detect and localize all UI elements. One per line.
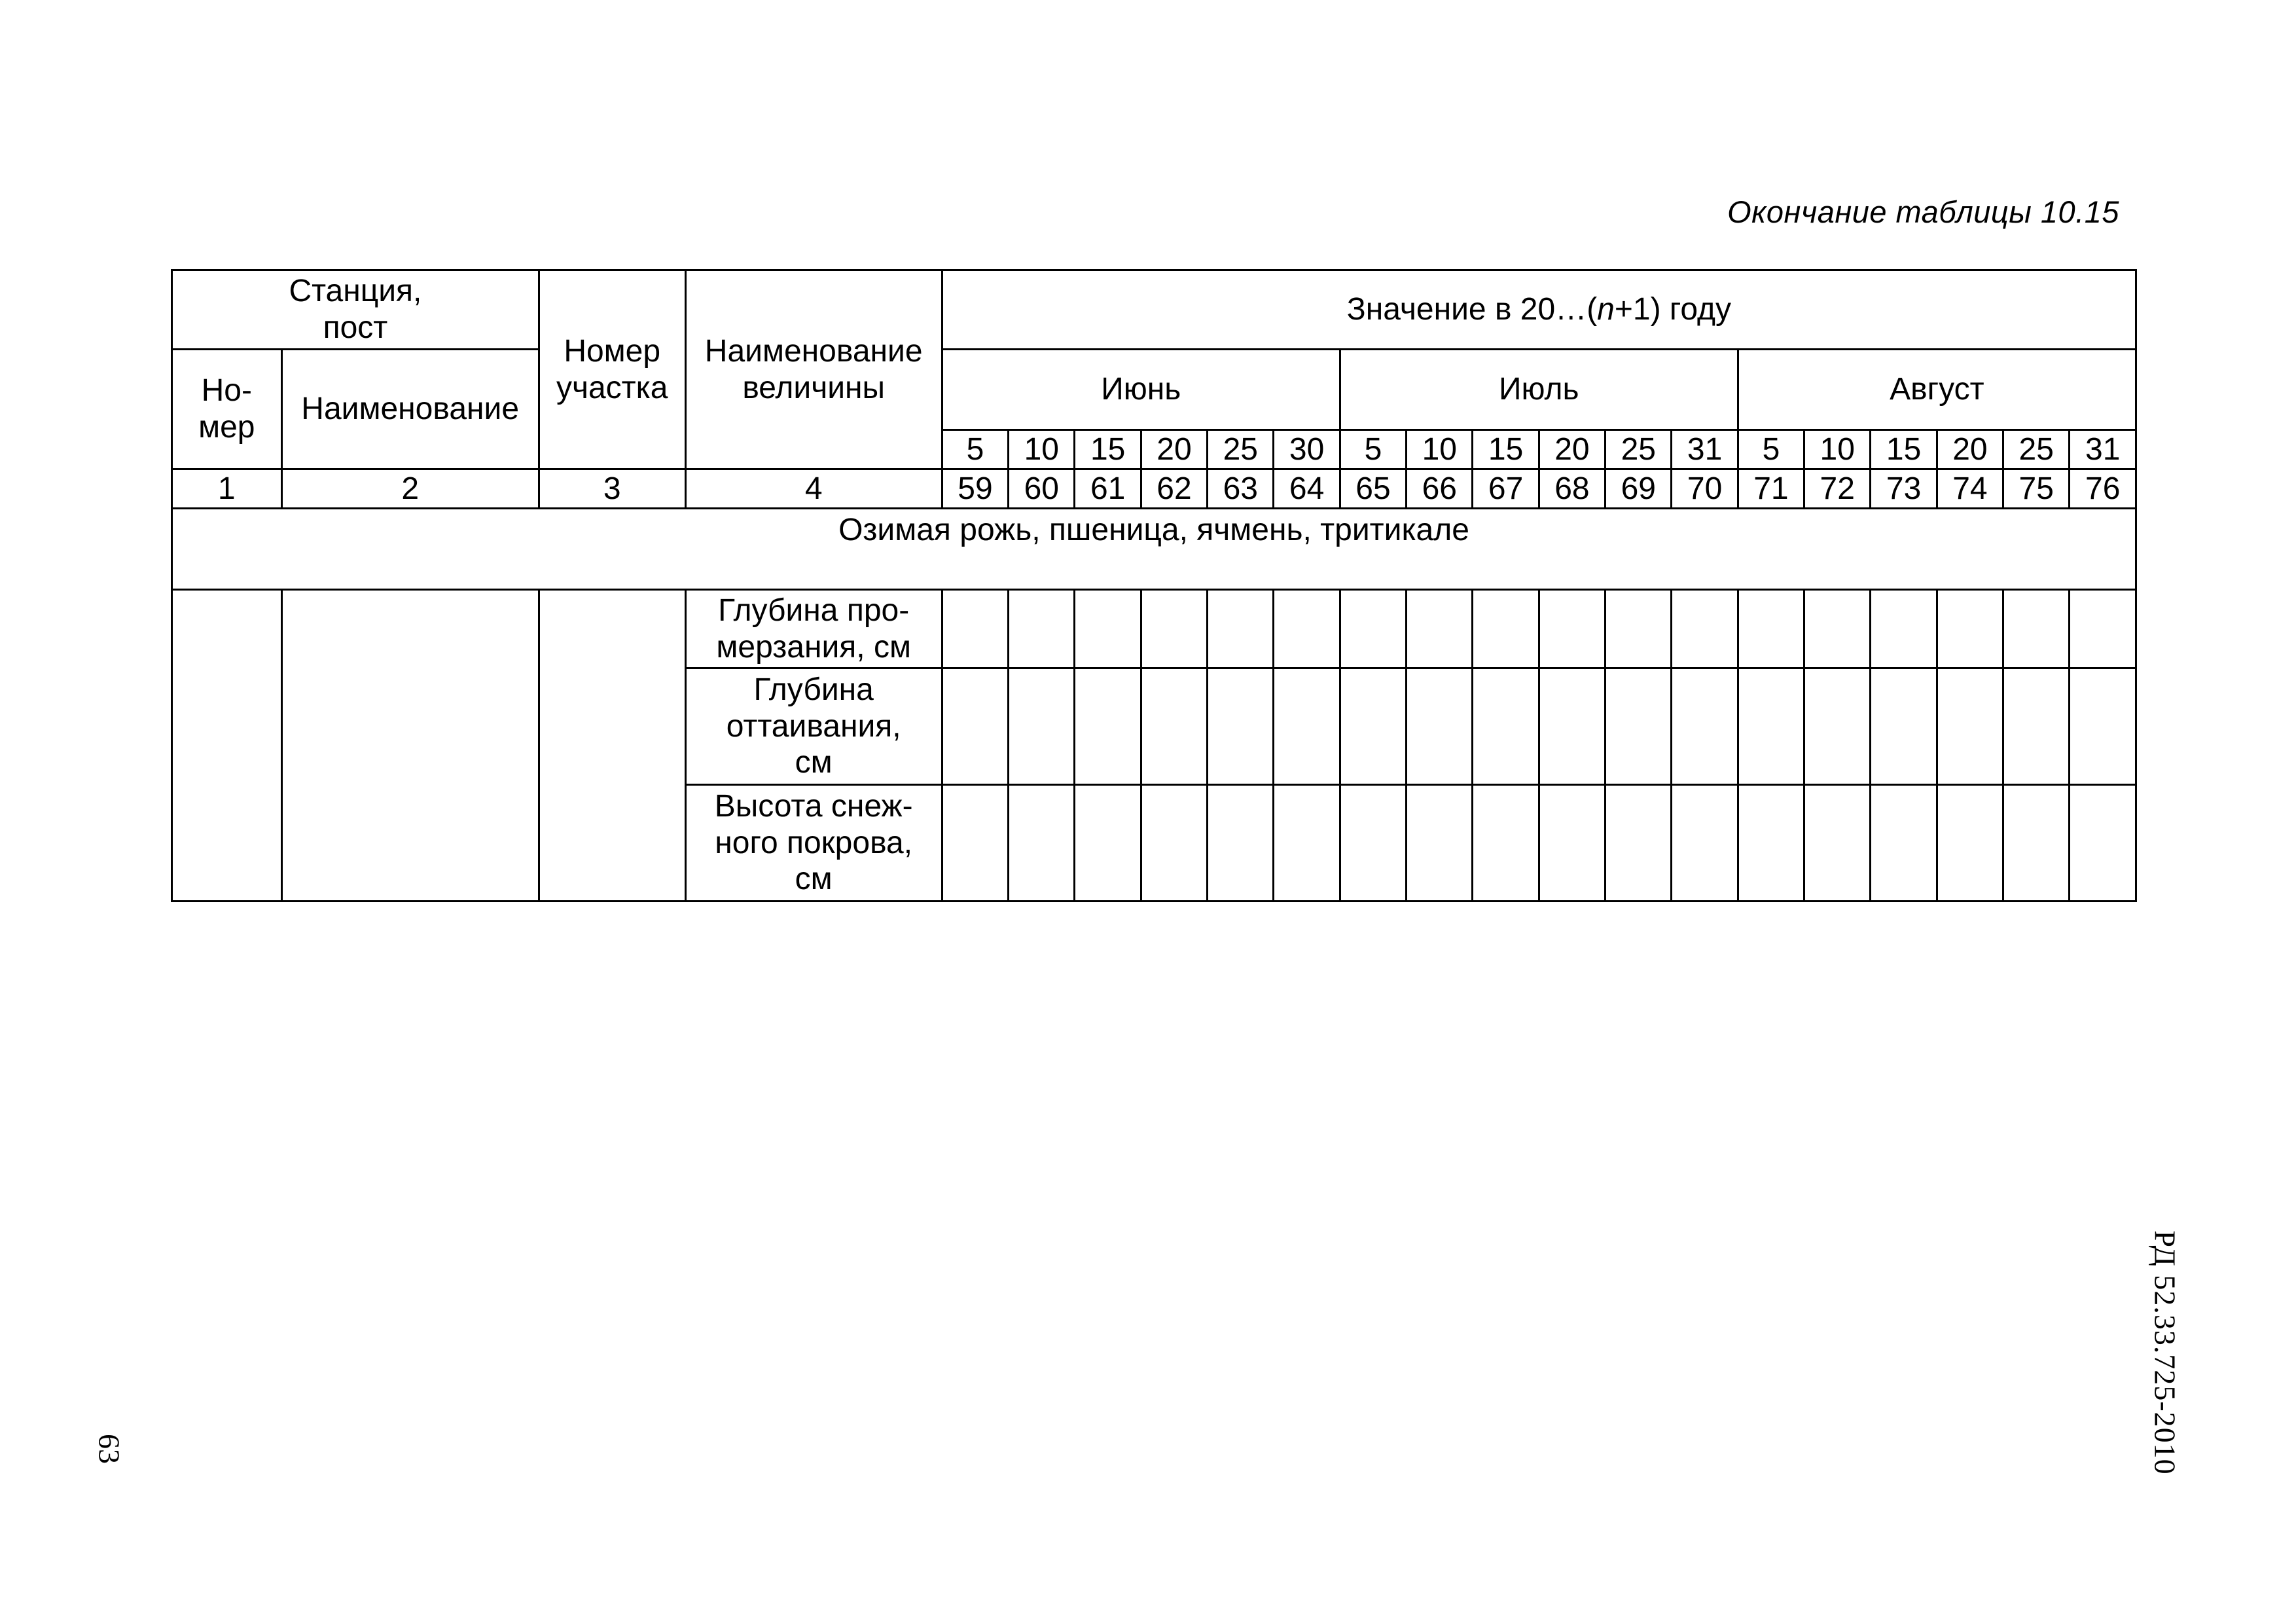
- value-cell: [1539, 785, 1605, 902]
- value-cell: [1738, 668, 1804, 785]
- column-number: 70: [1672, 469, 1738, 509]
- value-cell: [1539, 668, 1605, 785]
- column-number: 75: [2003, 469, 2070, 509]
- value-cell: [1407, 785, 1473, 902]
- value-cell: [942, 668, 1008, 785]
- column-number: 61: [1075, 469, 1141, 509]
- header-day: 10: [1407, 430, 1473, 469]
- header-day: 15: [1871, 430, 1937, 469]
- value-cell: [1738, 590, 1804, 668]
- value-cell: [1539, 590, 1605, 668]
- column-number: 65: [1340, 469, 1406, 509]
- header-value-title-suffix: +1) году: [1614, 292, 1732, 327]
- value-cell: [1141, 590, 1207, 668]
- value-cell: [1208, 668, 1274, 785]
- header-day: 15: [1075, 430, 1141, 469]
- document-code: РД 52.33.725-2010: [2148, 1230, 2182, 1475]
- column-number: 72: [1804, 469, 1871, 509]
- header-plot-number: Номер участка: [539, 270, 685, 469]
- header-value-title: [942, 270, 2136, 350]
- value-cell: [2003, 590, 2070, 668]
- value-cell: [1340, 785, 1406, 902]
- row-quantity-label: Глубина про- мерзания, см: [685, 590, 942, 668]
- value-cell: [1274, 668, 1340, 785]
- header-station-group: Станция, пост: [172, 270, 539, 350]
- table-caption: Окончание таблицы 10.15: [1727, 194, 2119, 229]
- header-day: 25: [1605, 430, 1672, 469]
- value-cell: [1871, 590, 1937, 668]
- header-month-june: Июнь: [942, 350, 1340, 430]
- header-day: 5: [1340, 430, 1406, 469]
- column-number: 69: [1605, 469, 1672, 509]
- value-cell: [1274, 590, 1340, 668]
- row-quantity-label: Высота снеж- ного покрова, см: [685, 785, 942, 902]
- header-station-name: Наименование: [281, 350, 539, 469]
- header-month-august: Август: [1738, 350, 2136, 430]
- value-cell: [1605, 785, 1672, 902]
- column-number: 66: [1407, 469, 1473, 509]
- value-cell: [1871, 785, 1937, 902]
- header-station-number: Но- мер: [172, 350, 282, 469]
- header-day: 15: [1473, 430, 1539, 469]
- column-number: 60: [1009, 469, 1075, 509]
- value-cell: [1804, 785, 1871, 902]
- value-cell: [1738, 785, 1804, 902]
- column-number: 68: [1539, 469, 1605, 509]
- value-cell: [2070, 590, 2136, 668]
- value-cell: [1340, 668, 1406, 785]
- column-number: 1: [172, 469, 282, 509]
- header-day: 10: [1804, 430, 1871, 469]
- header-day: 31: [2070, 430, 2136, 469]
- column-number: 4: [685, 469, 942, 509]
- value-cell: [1141, 785, 1207, 902]
- value-cell: [1804, 590, 1871, 668]
- column-number: 64: [1274, 469, 1340, 509]
- value-cell: [1672, 590, 1738, 668]
- value-cell: [1937, 590, 2003, 668]
- header-day: 25: [2003, 430, 2070, 469]
- value-cell: [1407, 668, 1473, 785]
- header-day: 10: [1009, 430, 1075, 469]
- value-cell: [1208, 785, 1274, 902]
- value-cell: [1871, 668, 1937, 785]
- header-quantity-name: Наименование величины: [685, 270, 942, 469]
- value-cell: [1075, 668, 1141, 785]
- column-numbers-row: [172, 469, 2136, 509]
- column-number: 2: [281, 469, 539, 509]
- column-number: 67: [1473, 469, 1539, 509]
- column-number: 62: [1141, 469, 1207, 509]
- cell-station-name: [281, 590, 539, 902]
- section-title: Озимая рожь, пшеница, ячмень, тритикале: [172, 509, 2136, 590]
- header-day: 25: [1208, 430, 1274, 469]
- cell-plot-number: [539, 590, 685, 902]
- table-row: [172, 590, 2136, 668]
- header-day: 5: [1738, 430, 1804, 469]
- header-day: 5: [942, 430, 1008, 469]
- header-day: 30: [1274, 430, 1340, 469]
- value-cell: [1407, 590, 1473, 668]
- value-cell: [942, 590, 1008, 668]
- row-quantity-label: Глубина оттаивания, см: [685, 668, 942, 785]
- value-cell: [1340, 590, 1406, 668]
- cell-station-number: [172, 590, 282, 902]
- value-cell: [1473, 785, 1539, 902]
- value-cell: [1274, 785, 1340, 902]
- column-number: 3: [539, 469, 685, 509]
- value-cell: [1605, 590, 1672, 668]
- value-cell: [2070, 785, 2136, 902]
- value-cell: [1009, 590, 1075, 668]
- header-day: 20: [1539, 430, 1605, 469]
- page-number: 63: [92, 1434, 126, 1464]
- value-cell: [1473, 590, 1539, 668]
- column-number: 76: [2070, 469, 2136, 509]
- value-cell: [1937, 668, 2003, 785]
- value-cell: [1208, 590, 1274, 668]
- header-value-title-prefix: Значение в 20…(: [1346, 292, 1598, 327]
- column-number: 71: [1738, 469, 1804, 509]
- value-cell: [2003, 668, 2070, 785]
- header-month-july: Июль: [1340, 350, 1738, 430]
- header-day: 20: [1141, 430, 1207, 469]
- value-cell: [1075, 785, 1141, 902]
- value-cell: [1937, 785, 2003, 902]
- column-number: 59: [942, 469, 1008, 509]
- value-cell: [1009, 785, 1075, 902]
- value-cell: [2070, 668, 2136, 785]
- header-day: 20: [1937, 430, 2003, 469]
- column-number: 73: [1871, 469, 1937, 509]
- header-value-title-italic: n: [1597, 292, 1615, 327]
- value-cell: [1605, 668, 1672, 785]
- column-number: 63: [1208, 469, 1274, 509]
- header-day: 31: [1672, 430, 1738, 469]
- value-cell: [1075, 590, 1141, 668]
- data-table: [171, 269, 2137, 902]
- value-cell: [1672, 668, 1738, 785]
- value-cell: [1009, 668, 1075, 785]
- value-cell: [1672, 785, 1738, 902]
- value-cell: [1804, 668, 1871, 785]
- value-cell: [1473, 668, 1539, 785]
- value-cell: [2003, 785, 2070, 902]
- column-number: 74: [1937, 469, 2003, 509]
- value-cell: [1141, 668, 1207, 785]
- value-cell: [942, 785, 1008, 902]
